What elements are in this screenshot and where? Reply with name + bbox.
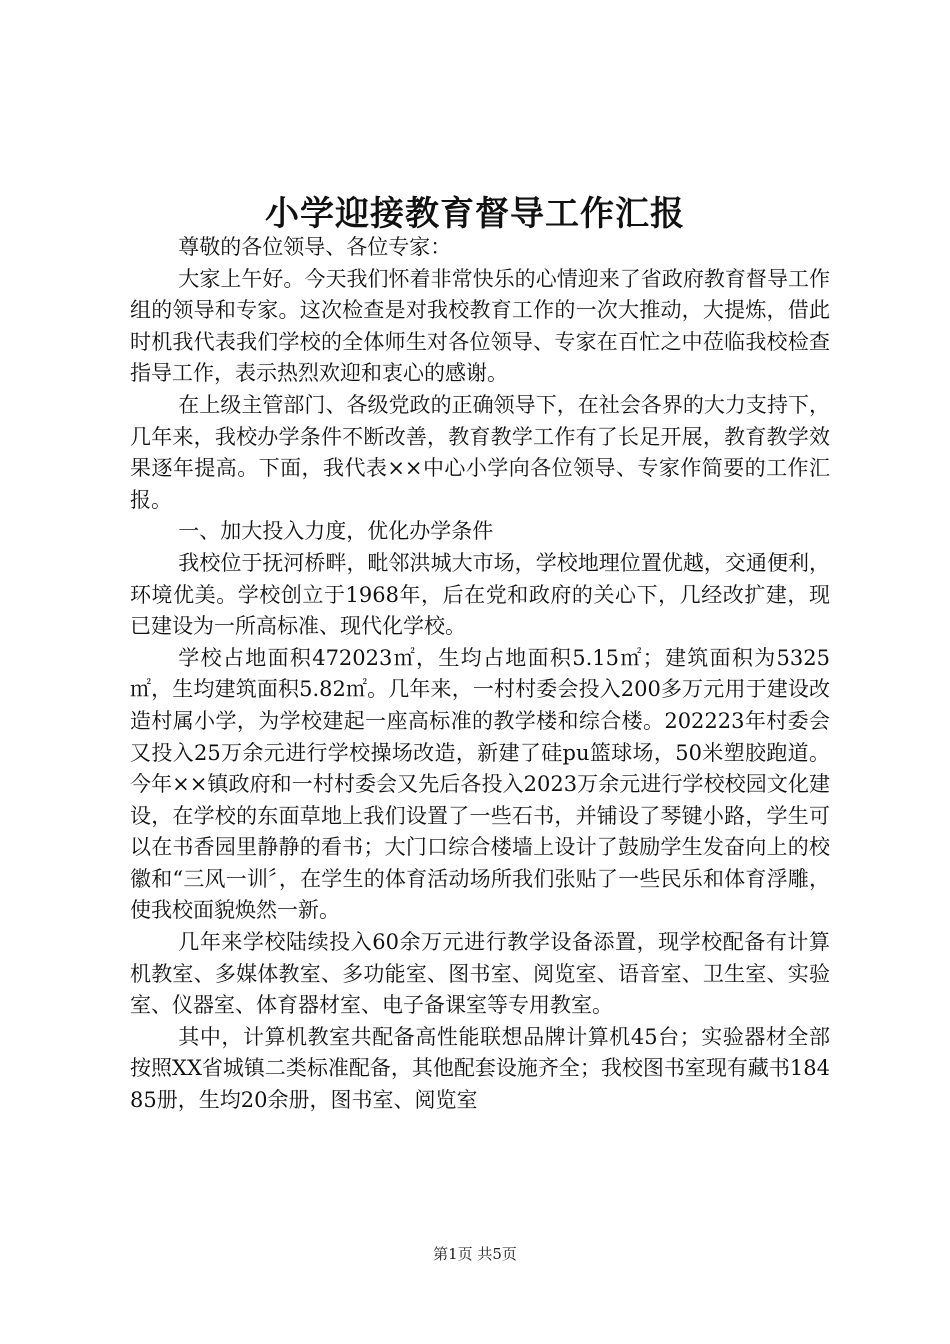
document-title: 小学迎接教育督导工作汇报 xyxy=(265,194,685,234)
paragraph-school-area: 学校占地面积472023㎡，生均占地面积5.15㎡；建筑面积为5325㎡，生均建筑面积5.82㎡。几年来，一村村委会投入200多万元用于建设改造村属小学，为学校建起一座高标准的教学楼和综合楼。202223年村委会又投入25万余元进行学校操场改造，新建了硅pu篮球场，50米塑胶跑道。今年××镇政府和一村村委会又先后各投入2023万余元进行学校校园文化建设，在学校的东面草地上我们设置了一些石书，并铺设了琴键小路，学生可以在书香园里静静的看书；大门口综合楼墙上设计了鼓励学生发奋向上的校徽和“三风一训〞，在学生的体育活动场所我们张贴了一些民乐和体育浮雕，使我校面貌焕然一新。 xyxy=(130,645,830,923)
paragraph-equipment: 几年来学校陆续投入60余万元进行教学设备添置，现学校配备有计算机教室、多媒体教室、多功能室、图书室、阅览室、语音室、卫生室、实验室、仪器室、体育器材室、电子备课室等专用教室。 xyxy=(130,930,830,1018)
paragraph-school-location: 我校位于抚河桥畔，毗邻洪城大市场，学校地理位置优越，交通便利，环境优美。学校创立于1968年，后在党和政府的关心下，几经改扩建，现已建设为一所高标准、现代化学校。 xyxy=(130,550,830,639)
document-body xyxy=(130,232,830,1117)
page-footer: 第1页 共5页 xyxy=(433,1245,517,1263)
section-heading-1: 一、加大投入力度，优化办学条件 xyxy=(178,519,494,544)
paragraph-salutation: 尊敬的各位领导、各位专家： xyxy=(178,235,452,259)
paragraph-computers-library: 其中，计算机教室共配备高性能联想品牌计算机45台；实验器材全部按照XX省城镇二类标准配备，其他配套设施齐全；我校图书室现有藏书18485册，生均20余册，图书室、阅览室 xyxy=(130,1024,830,1113)
paragraph-introduction: 在上级主管部门、各级党政的正确领导下，在社会各界的大力支持下，几年来，我校办学条件不断改善，教育教学工作有了长足开展，教育教学效果逐年提高。下面，我代表××中心小学向各位领导、专家作简要的工作汇报。 xyxy=(130,392,830,512)
paragraph-greeting: 大家上午好。今天我们怀着非常快乐的心情迎来了省政府教育督导工作组的领导和专家。这次检查是对我校教育工作的一次大推动，大提炼，借此时机我代表我们学校的全体师生对各位领导、专家在百忙之中莅临我校检查指导工作，表示热烈欢迎和衷心的感谢。 xyxy=(130,266,830,386)
